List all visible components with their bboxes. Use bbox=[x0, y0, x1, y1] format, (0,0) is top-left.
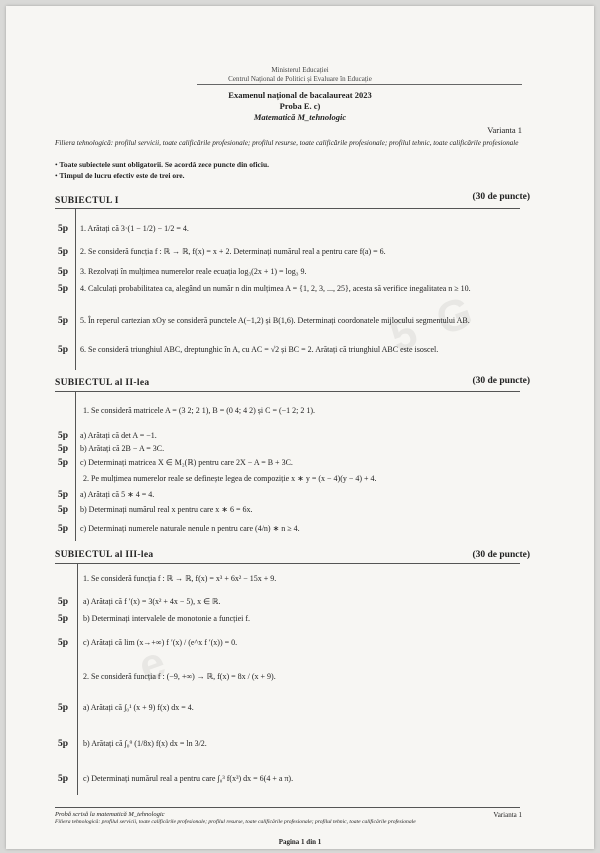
section-1-title: SUBIECTUL I bbox=[55, 196, 119, 206]
exam-title: Examenul național de bacalaureat 2023 bbox=[228, 90, 372, 100]
filiera-text: Filiera tehnologică: profilul servicii, toate calificările profesionale; profilul resurse, toate calificările profesionale; profilul tehnic, toate calificările profesionale bbox=[55, 139, 519, 147]
center-line: Centrul Național de Politici și Evaluare în Educație bbox=[228, 75, 372, 83]
page-number: Pagina 1 din 1 bbox=[278, 838, 322, 846]
s3-item-2a: a) Arătați că ∫₀¹ (x + 9) f(x) dx = 4. bbox=[83, 703, 194, 712]
bullet-2: • Timpul de lucru efectiv este de trei ore. bbox=[55, 171, 185, 180]
s2-score-2a: 5p bbox=[58, 490, 69, 500]
s2-score-2c: 5p bbox=[58, 524, 69, 534]
s2-score-1c: 5p bbox=[58, 458, 69, 468]
section-2-rule bbox=[55, 391, 520, 392]
s2-score-2b: 5p bbox=[58, 505, 69, 515]
s1-item-6: 6. Se consideră triunghiul ABC, dreptunghic în A, cu AC = √2 și BC = 2. Arătați că triunghiul ABC este isoscel. bbox=[80, 345, 439, 354]
section-1-divider bbox=[75, 208, 76, 370]
s1-score-3: 5p bbox=[58, 267, 69, 277]
section-3-points: (30 de puncte) bbox=[472, 550, 530, 560]
s2-item-2c: c) Determinați numerele naturale nenule n pentru care (4/n) ∗ n ≥ 4. bbox=[80, 524, 300, 533]
s3-score-1a: 5p bbox=[58, 597, 69, 607]
bullet-2-text: Timpul de lucru efectiv este de trei ore. bbox=[59, 171, 185, 180]
s1-score-6: 5p bbox=[58, 345, 69, 355]
s1-item-4: 4. Calculați probabilitatea ca, alegând un număr n din mulțimea A = {1, 2, 3, ..., 25}, acesta să verifice inegalitatea n ≥ 10. bbox=[80, 284, 471, 293]
variant-label: Varianta 1 bbox=[487, 125, 522, 135]
subject-title: Matematică M_tehnologic bbox=[253, 112, 347, 122]
s2-score-1b: 5p bbox=[58, 444, 69, 454]
s2-score-1a: 5p bbox=[58, 431, 69, 441]
s2-item-2b: b) Determinați numărul real x pentru care x ∗ 6 = 6x. bbox=[80, 505, 253, 514]
section-3-rule bbox=[55, 563, 520, 564]
footer-variant: Varianta 1 bbox=[493, 811, 522, 819]
s3-intro-1: 1. Se consideră funcția f : ℝ → ℝ, f(x) = x³ + 6x² − 15x + 9. bbox=[83, 574, 277, 583]
s3-item-1a: a) Arătați că f ′(x) = 3(x² + 4x − 5), x ∈ ℝ. bbox=[83, 597, 221, 606]
section-1-rule bbox=[55, 208, 520, 209]
s2-item-1c: c) Determinați matricea X ∈ M₂(ℝ) pentru care 2X − A = B + 3C. bbox=[80, 458, 293, 467]
bullet-1-text: Toate subiectele sunt obligatorii. Se acordă zece puncte din oficiu. bbox=[59, 160, 270, 169]
header-rule bbox=[197, 84, 522, 85]
s1-score-4: 5p bbox=[58, 284, 69, 294]
s1-score-5: 5p bbox=[58, 316, 69, 326]
s3-score-2b: 5p bbox=[58, 739, 69, 749]
footer-rule bbox=[55, 807, 520, 808]
s1-score-1: 5p bbox=[58, 224, 69, 234]
s1-score-2: 5p bbox=[58, 247, 69, 257]
s1-item-5: 5. În reperul cartezian xOy se consideră punctele A(−1,2) și B(1,6). Determinați coordonatele mijlocului segmentului AB. bbox=[80, 316, 470, 325]
s3-item-2b: b) Arătați că ∫₀⁹ (1/8x) f(x) dx = ln 3/2. bbox=[83, 739, 207, 748]
watermark-lower: e bbox=[132, 637, 172, 692]
s3-intro-2: 2. Se consideră funcția f : (−9, +∞) → ℝ, f(x) = 8x / (x + 9). bbox=[83, 672, 276, 681]
s3-item-1c: c) Arătați că lim (x→+∞) f ′(x) / (e^x f ′(x)) = 0. bbox=[83, 638, 238, 647]
bullet-1: • Toate subiectele sunt obligatorii. Se acordă zece puncte din oficiu. bbox=[55, 160, 270, 169]
section-1-points: (30 de puncte) bbox=[472, 192, 530, 202]
s2-item-1a: a) Arătați că det A = −1. bbox=[80, 431, 157, 440]
s3-score-1b: 5p bbox=[58, 614, 69, 624]
s1-item-2: 2. Se consideră funcția f : ℝ → ℝ, f(x) = x + 2. Determinați numărul real a pentru care f(a) = 6. bbox=[80, 247, 386, 256]
s2-intro-1: 1. Se consideră matricele A = (3 2; 2 1), B = (0 4; 4 2) și C = (−1 2; 2 1). bbox=[83, 406, 316, 415]
watermark: 5 G bbox=[383, 287, 479, 362]
ministry-line: Ministerul Educației bbox=[271, 66, 329, 74]
s3-item-2c: c) Determinați numărul real a pentru care ∫₀³ f(x³) dx = 6(4 + a π). bbox=[83, 774, 294, 783]
section-3-title: SUBIECTUL al III-lea bbox=[55, 550, 154, 560]
s3-score-2c: 5p bbox=[58, 774, 69, 784]
s3-score-2a: 5p bbox=[58, 703, 69, 713]
s1-item-3: 3. Rezolvați în mulțimea numerelor reale ecuația log₃(2x + 1) = log₃ 9. bbox=[80, 267, 307, 276]
footer-left-1: Probă scrisă la matematică M_tehnologic bbox=[55, 811, 165, 818]
s3-score-1c: 5p bbox=[58, 638, 69, 648]
section-2-divider bbox=[75, 391, 76, 541]
proba-title: Proba E. c) bbox=[279, 101, 321, 111]
s2-item-2a: a) Arătați că 5 ∗ 4 = 4. bbox=[80, 490, 155, 499]
footer-left-2: Filiera tehnologică: profilul servicii, toate calificările profesionale; profilul resurse, toate calificările profesionale; profilul tehnic, toate calificările profesionale bbox=[55, 819, 416, 825]
section-3-divider bbox=[77, 563, 78, 795]
s1-item-1: 1. Arătați că 3·(1 − 1/2) − 1/2 = 4. bbox=[80, 224, 189, 233]
s2-item-1b: b) Arătați că 2B − A = 3C. bbox=[80, 444, 165, 453]
s3-item-1b: b) Determinați intervalele de monotonie a funcției f. bbox=[83, 614, 251, 623]
s2-intro-2: 2. Pe mulțimea numerelor reale se definește legea de compoziție x ∗ y = (x − 4)(y − 4) + 4. bbox=[83, 474, 377, 483]
section-2-title: SUBIECTUL al II-lea bbox=[55, 378, 150, 388]
section-2-points: (30 de puncte) bbox=[472, 376, 530, 386]
